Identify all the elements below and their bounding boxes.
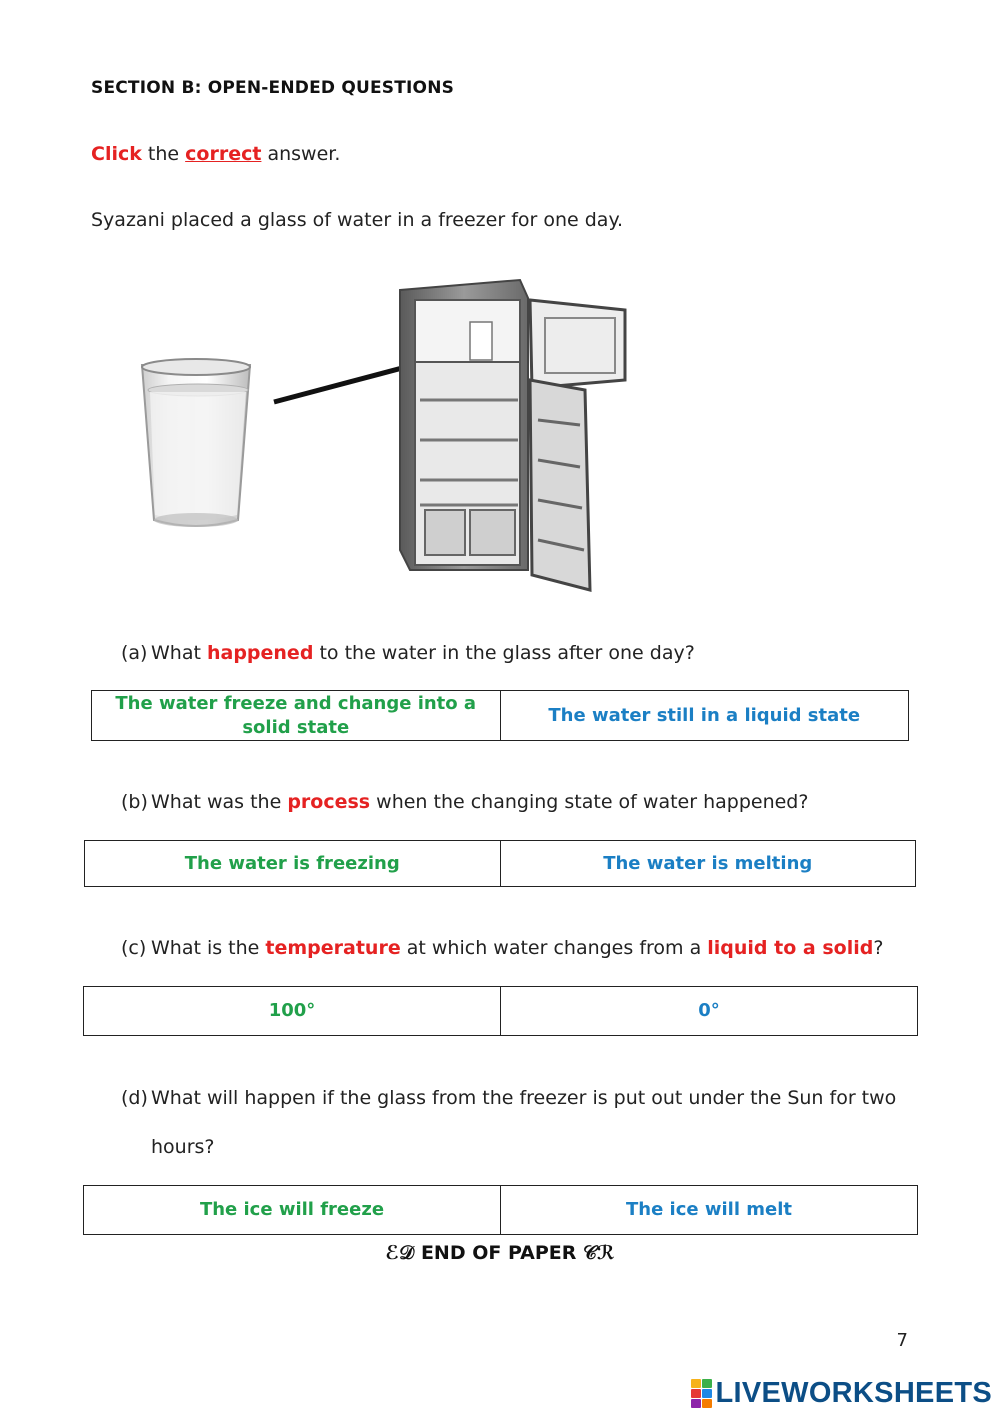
instruction-correct: correct — [185, 143, 262, 165]
answer-option-c1[interactable]: 100° — [268, 1000, 316, 1022]
question-c: (c) What is the temperature at which water changes from a liquid to a solid? — [121, 937, 884, 959]
answer-option-a1[interactable]: The water freeze and change into a solid state — [115, 693, 477, 738]
answer-option-d1[interactable]: The ice will freeze — [199, 1199, 385, 1221]
page-number: 7 — [896, 1330, 908, 1351]
instruction-answer: answer. — [261, 143, 341, 165]
answer-option-a2[interactable]: The water still in a liquid state — [500, 691, 909, 740]
instruction — [91, 143, 340, 165]
fridge-icon — [400, 280, 625, 590]
answer-option-d2[interactable]: The ice will melt — [500, 1186, 917, 1234]
answer-table-c — [83, 986, 918, 1036]
section-title: SECTION B: OPEN-ENDED QUESTIONS — [91, 78, 455, 98]
question-d: (d) What will happen if the glass from the freezer is put out under the Sun for two — [121, 1087, 897, 1109]
answer-option-c2[interactable]: 0° — [500, 987, 917, 1035]
answer-table-a — [91, 690, 909, 741]
question-letter: (b) — [121, 791, 148, 813]
glass-icon — [142, 359, 250, 527]
end-left-ornament-icon: ℰ𝒟 — [385, 1242, 415, 1264]
end-right-ornament-icon: 𝒞ℛ — [583, 1242, 615, 1264]
brand-name: LIVEWORKSHEETS — [715, 1377, 992, 1409]
instruction-click: Click — [91, 143, 142, 165]
answer-table-b — [84, 840, 916, 887]
answer-option-b1[interactable]: The water is freezing — [184, 852, 400, 874]
answer-table-d — [83, 1185, 918, 1235]
glass-freezer-illustration — [120, 270, 650, 600]
instruction-the: the — [141, 143, 186, 165]
question-letter: (c) — [121, 937, 147, 959]
question-b: (b) What was the process when the changing state of water happened? — [121, 791, 809, 813]
brand-logo[interactable] — [691, 1377, 993, 1410]
end-of-paper-label: END OF PAPER — [420, 1242, 577, 1264]
question-letter: (d) — [121, 1087, 148, 1109]
question-a: (a) What happened to the water in the glass after one day? — [121, 642, 695, 664]
end-of-paper — [0, 1242, 1000, 1264]
question-d-line2: hours? — [151, 1136, 215, 1158]
intro-text: Syazani placed a glass of water in a freezer for one day. — [91, 209, 624, 231]
question-letter: (a) — [121, 642, 148, 664]
brand-grid-icon — [691, 1379, 712, 1408]
answer-option-b2[interactable]: The water is melting — [500, 841, 916, 886]
